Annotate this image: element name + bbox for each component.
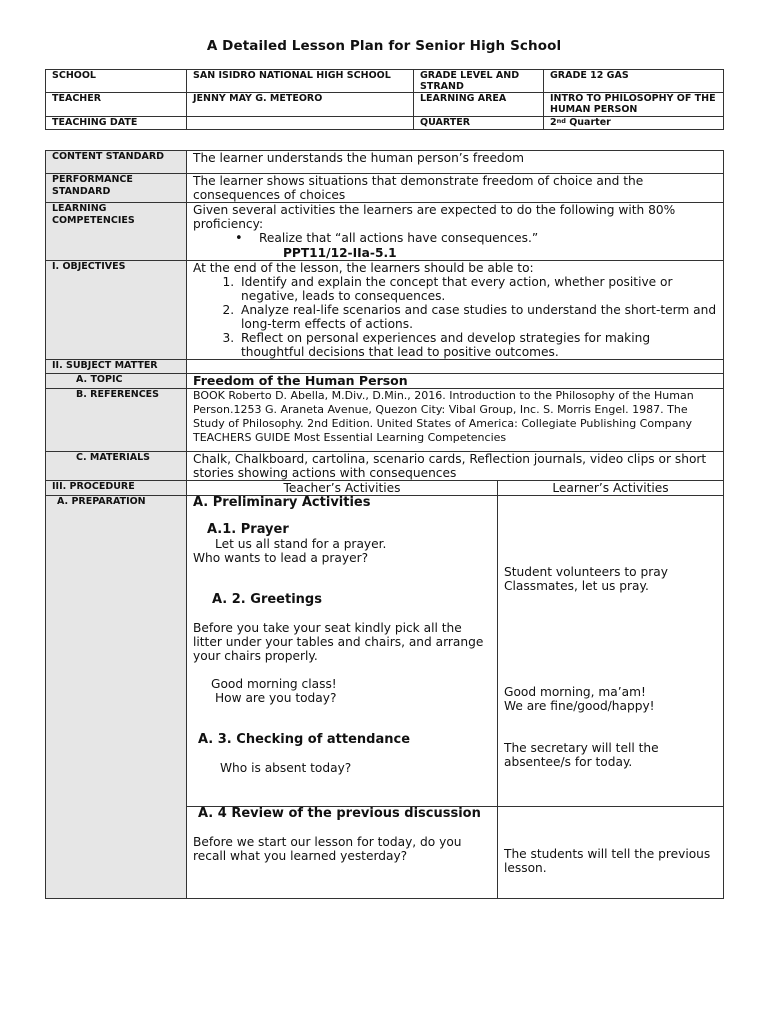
greetings-teacher: Before you take your seat kindly pick all the litter under your tables and chairs, and arrange your chairs properly. — [193, 621, 484, 663]
references-guide: TEACHERS GUIDE Most Essential Learning Competencies — [193, 431, 507, 444]
review-heading: A. 4 Review of the previous discussion — [198, 806, 481, 821]
teacher-label: TEACHER — [46, 93, 187, 117]
quarter-value — [544, 117, 724, 130]
performance-standard-label: PERFORMANCE STANDARD — [46, 174, 187, 203]
attendance-teacher: Who is absent today? — [220, 761, 352, 775]
objective-item: 3. Reflect on personal experiences and develop strategies for making thoughtful decisions that lead to positive outcomes. — [238, 331, 717, 359]
objectives-intro: At the end of the lesson, the learners should be able to: — [193, 261, 534, 275]
topic-value: Freedom of the Human Person — [187, 374, 724, 389]
preparation-label: A. PREPARATION — [46, 496, 187, 899]
prayer-teacher-2: Who wants to lead a prayer? — [193, 551, 369, 565]
competencies-label: LEARNING COMPETENCIES — [46, 203, 187, 261]
competencies-intro: Given several activities the learners are expected to do the following with 80% proficiency: — [193, 203, 676, 231]
review-teacher: Before we start our lesson for today, do you recall what you learned yesterday? — [193, 835, 462, 863]
quarter-word: Quarter — [569, 117, 611, 128]
competencies-list — [259, 231, 717, 246]
content-standard-label: CONTENT STANDARD — [46, 151, 187, 174]
school-value: SAN ISIDRO NATIONAL HIGH SCHOOL — [187, 70, 414, 93]
attendance-heading: A. 3. Checking of attendance — [198, 732, 411, 747]
competency-item: • Realize that “all actions have consequences.” — [259, 231, 717, 246]
greetings-learner-2: We are fine/good/happy! — [504, 699, 655, 713]
procedure-label: III. PROCEDURE — [46, 481, 187, 496]
date-label: TEACHING DATE — [46, 117, 187, 130]
references-text: BOOK Roberto D. Abella, M.Div., D.Min., 2016. Introduction to the Philosophy of the Human Person.1253 G. Araneta Avenue, Quezon City: Vibal Group, Inc. S. Morris Engel. 1987. The Study of Philosophy. 2nd Edition. United States of America: Collegiate Publishing Company — [193, 389, 694, 430]
review-learner: The students will tell the previous lesson. — [504, 847, 711, 875]
header-table — [45, 69, 724, 130]
teacher-preliminary-cell — [187, 496, 498, 807]
quarter-num: 2 — [550, 117, 557, 128]
prayer-heading: A.1. Prayer — [207, 522, 289, 537]
competency-code: PPT11/12-IIa-5.1 — [283, 246, 397, 260]
subject-matter-label: II. SUBJECT MATTER — [46, 360, 187, 374]
prayer-learner-2: Classmates, let us pray. — [504, 579, 649, 593]
grade-label: GRADE LEVEL AND STRAND — [414, 70, 544, 93]
materials-label: C. MATERIALS — [46, 452, 187, 481]
quarter-sup: nd — [556, 117, 566, 125]
topic-label: A. TOPIC — [46, 374, 187, 389]
attendance-learner: The secretary will tell the absentee/s for today. — [504, 741, 659, 769]
teacher-activities-header: Teacher’s Activities — [187, 481, 498, 496]
subject-matter-empty — [187, 360, 724, 374]
area-label: LEARNING AREA — [414, 93, 544, 117]
page-title: A Detailed Lesson Plan for Senior High School — [206, 38, 562, 54]
materials-text: Chalk, Chalkboard, cartolina, scenario cards, Reflection journals, video clips or short stories showing actions with consequences — [187, 452, 724, 481]
performance-standard-text: The learner shows situations that demonstrate freedom of choice and the consequences of choices — [187, 174, 724, 203]
objective-item: 1. Identify and explain the concept that every action, whether positive or negative, leads to consequences. — [238, 275, 717, 303]
grade-value: GRADE 12 GAS — [544, 70, 724, 93]
greetings-learner-1: Good morning, ma’am! — [504, 685, 646, 699]
references-label: B. REFERENCES — [46, 389, 187, 452]
greetings-heading: A. 2. Greetings — [212, 592, 322, 607]
objective-item: 2. Analyze real-life scenarios and case studies to understand the short-term and long-term effects of actions. — [238, 303, 717, 331]
lesson-plan-table — [45, 150, 724, 899]
school-label: SCHOOL — [46, 70, 187, 93]
objectives-cell — [187, 261, 724, 360]
learner-activities-header: Learner’s Activities — [498, 481, 724, 496]
learner-review-cell — [498, 807, 724, 899]
quarter-label: QUARTER — [414, 117, 544, 130]
preliminary-heading: A. Preliminary Activities — [193, 495, 371, 510]
content-standard-text: The learner understands the human person’s freedom — [187, 151, 724, 174]
teacher-review-cell — [187, 807, 498, 899]
competencies-cell — [187, 203, 724, 261]
references-cell — [187, 389, 724, 452]
objectives-label: I. OBJECTIVES — [46, 261, 187, 360]
greetings-teacher-3: How are you today? — [215, 691, 337, 705]
date-value — [187, 117, 414, 130]
objectives-list — [238, 275, 717, 359]
area-value: INTRO TO PHILOSOPHY OF THE HUMAN PERSON — [544, 93, 724, 117]
prayer-teacher-1: Let us all stand for a prayer. — [215, 537, 387, 551]
greetings-teacher-2: Good morning class! — [211, 677, 337, 691]
learner-preliminary-cell — [498, 496, 724, 807]
teacher-value: JENNY MAY G. METEORO — [187, 93, 414, 117]
prayer-learner-1: Student volunteers to pray — [504, 565, 668, 579]
